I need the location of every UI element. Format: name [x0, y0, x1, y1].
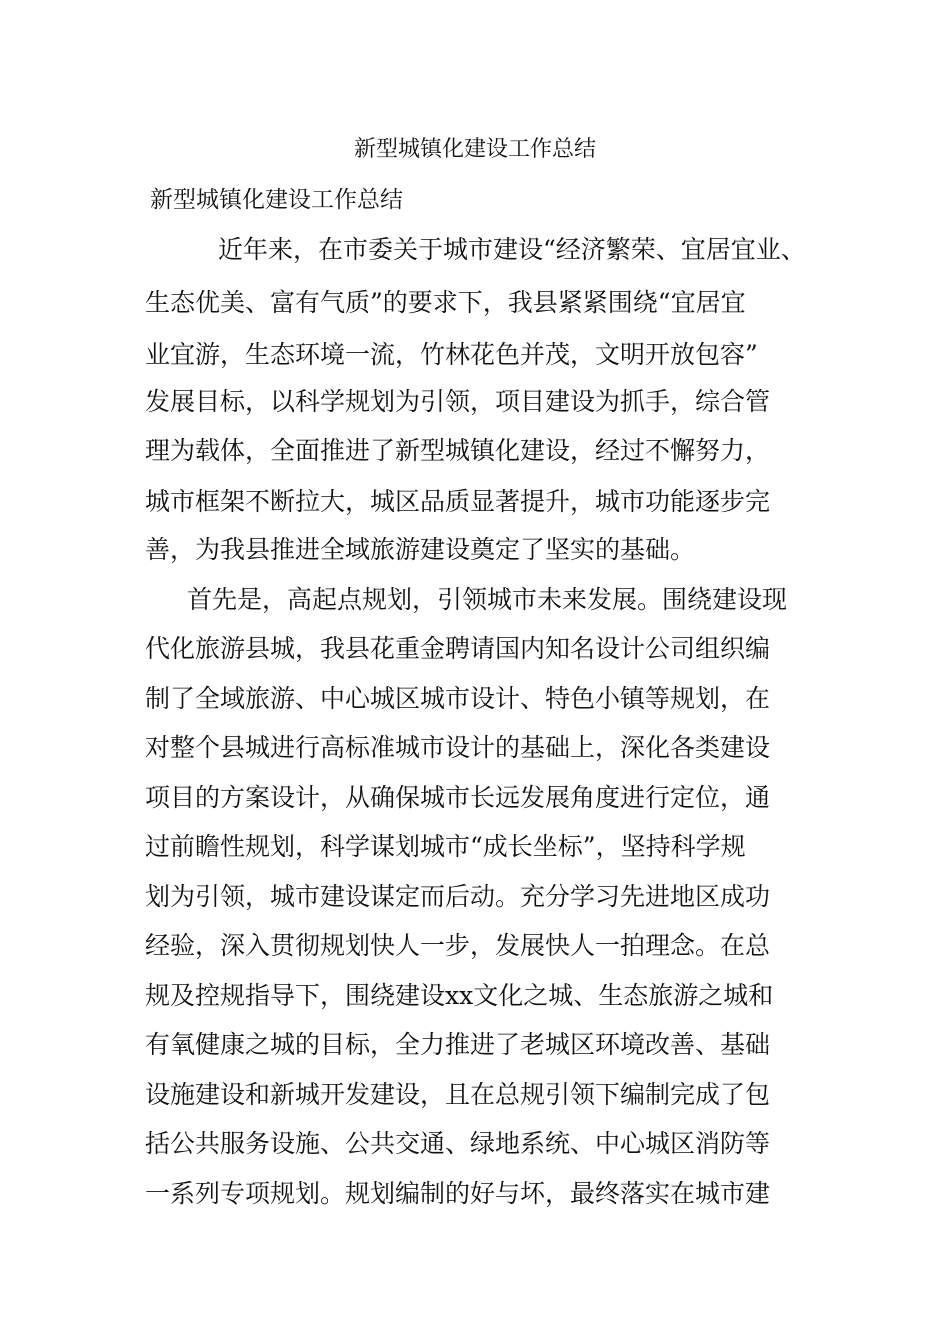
paragraph-line: 设施建设和新城开发建设，且在总规引领下编制完成了包 — [145, 1080, 771, 1109]
paragraph-line: 业宜游，生态环境一流，竹林花色并茂，文明开放包容” — [145, 340, 758, 369]
paragraph-line: 代化旅游县城，我县花重金聘请国内知名设计公司组织编 — [145, 634, 771, 663]
paragraph-line: 划为引领，城市建设谋定而后动。充分学习先进地区成功 — [145, 882, 771, 911]
paragraph-line: 规及控规指导下，围绕建设xx文化之城、生态旅游之城和 — [145, 981, 774, 1010]
paragraph-line: 生态优美、富有气质”的要求下，我县紧紧围绕“宜居宜 — [145, 288, 746, 317]
paragraph-line: 发展目标，以科学规划为引领，项目建设为抓手，综合管 — [145, 387, 771, 416]
paragraph-line: 制了全域旅游、中心城区城市设计、特色小镇等规划，在 — [145, 684, 771, 713]
document-subtitle: 新型城镇化建设工作总结 — [150, 187, 403, 213]
paragraph-line: 有氧健康之城的目标，全力推进了老城区环境改善、基础 — [145, 1030, 771, 1059]
paragraph-line: 经验，深入贯彻规划快人一步，发展快人一拍理念。在总 — [145, 931, 771, 960]
paragraph-line: 理为载体，全面推进了新型城镇化建设，经过不懈努力， — [145, 436, 771, 465]
paragraph-line: 首先是，高起点规划，引领城市未来发展。围绕建设现 — [187, 585, 788, 614]
paragraph-line: 项目的方案设计，从确保城市长远发展角度进行定位，通 — [145, 783, 771, 812]
paragraph-line: 善，为我县推进全域旅游建设奠定了坚实的基础。 — [145, 535, 696, 564]
paragraph-line: 过前瞻性规划，科学谋划城市“成长坐标”，坚持科学规 — [145, 832, 746, 861]
paragraph-line: 括公共服务设施、公共交通、绿地系统、中心城区消防等 — [145, 1129, 771, 1158]
paragraph-line: 近年来，在市委关于城市建设“经济繁荣、宜居宜业、 — [218, 235, 806, 264]
paragraph-line: 城市框架不断拉大，城区品质显著提升，城市功能逐步完 — [145, 487, 771, 516]
paragraph-line: 一系列专项规划。规划编制的好与坏，最终落实在城市建 — [145, 1179, 771, 1208]
paragraph-line: 对整个县城进行高标准城市设计的基础上，深化各类建设 — [145, 733, 771, 762]
document-title: 新型城镇化建设工作总结 — [353, 137, 596, 162]
